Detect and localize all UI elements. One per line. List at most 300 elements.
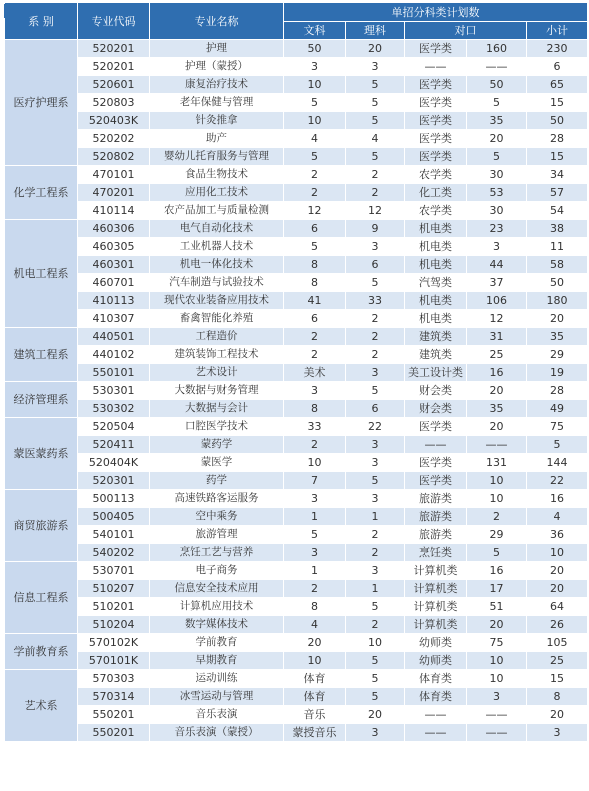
cell-code: 530301 [78,382,150,400]
cell-duikou_num: 50 [467,76,527,94]
cell-wen: 3 [284,490,346,508]
cell-wen: 5 [284,526,346,544]
cell-li: 2 [346,346,405,364]
cell-duikou_num: 12 [467,310,527,328]
cell-wen: 2 [284,580,346,598]
cell-code: 550201 [78,706,150,724]
cell-name: 电子商务 [150,562,284,580]
cell-wen: 音乐 [284,706,346,724]
cell-code: 410113 [78,292,150,310]
cell-code: 550201 [78,724,150,742]
cell-name: 药学 [150,472,284,490]
cell-duikou_cat: 幼师类 [405,634,467,652]
cell-code: 410307 [78,310,150,328]
cell-code: 470101 [78,166,150,184]
cell-wen: 8 [284,598,346,616]
cell-name: 老年保健与管理 [150,94,284,112]
cell-wen: 12 [284,202,346,220]
cell-name: 冰雪运动与管理 [150,688,284,706]
table-row [5,652,588,670]
cell-duikou_cat: 农学类 [405,202,467,220]
cell-wen: 5 [284,94,346,112]
dept-cell: 机电工程系 [5,220,78,328]
cell-total: 29 [527,346,588,364]
cell-li: 10 [346,634,405,652]
table-row [5,706,588,724]
table-row [5,598,588,616]
cell-wen: 1 [284,562,346,580]
cell-total: 64 [527,598,588,616]
cell-code: 520201 [78,40,150,58]
cell-duikou_cat: 医学类 [405,454,467,472]
cell-li: 6 [346,400,405,418]
cell-duikou_cat: 机电类 [405,220,467,238]
cell-name: 学前教育 [150,634,284,652]
header-code: 专业代码 [78,3,150,40]
cell-li: 5 [346,652,405,670]
cell-code: 550101 [78,364,150,382]
cell-duikou_num: 37 [467,274,527,292]
cell-duikou_cat: 机电类 [405,310,467,328]
cell-name: 食品生物技术 [150,166,284,184]
cell-duikou_num: 30 [467,166,527,184]
cell-wen: 3 [284,382,346,400]
cell-li: 5 [346,148,405,166]
cell-code: 410114 [78,202,150,220]
cell-duikou_num: 160 [467,40,527,58]
cell-name: 助产 [150,130,284,148]
cell-name: 早期教育 [150,652,284,670]
dept-cell: 化学工程系 [5,166,78,220]
cell-duikou_num: —— [467,58,527,76]
dept-cell: 建筑工程系 [5,328,78,382]
cell-total: 57 [527,184,588,202]
cell-wen: 10 [284,652,346,670]
enrollment-plan-table-container [4,2,587,789]
cell-name: 护理（蒙授） [150,58,284,76]
cell-duikou_cat: 汽驾类 [405,274,467,292]
cell-code: 520803 [78,94,150,112]
cell-duikou_num: 10 [467,652,527,670]
table-row [5,40,588,58]
cell-wen: 体育 [284,670,346,688]
cell-total: 15 [527,94,588,112]
cell-duikou_num: —— [467,724,527,742]
cell-li: 20 [346,706,405,724]
cell-code: 440102 [78,346,150,364]
cell-duikou_cat: 财会类 [405,382,467,400]
cell-duikou_cat: 医学类 [405,130,467,148]
cell-li: 3 [346,436,405,454]
cell-name: 针灸推拿 [150,112,284,130]
cell-total: 35 [527,328,588,346]
cell-duikou_cat: —— [405,58,467,76]
cell-total: 144 [527,454,588,472]
table-row [5,184,588,202]
cell-total: 230 [527,40,588,58]
table-row [5,454,588,472]
table-row [5,634,588,652]
cell-total: 58 [527,256,588,274]
cell-name: 农产品加工与质量检测 [150,202,284,220]
cell-duikou_cat: 旅游类 [405,508,467,526]
cell-duikou_cat: 财会类 [405,400,467,418]
cell-li: 5 [346,472,405,490]
cell-total: 34 [527,166,588,184]
cell-duikou_cat: 医学类 [405,94,467,112]
header-duikou: 对口 [405,22,527,40]
cell-name: 现代农业装备应用技术 [150,292,284,310]
cell-duikou_num: 3 [467,688,527,706]
cell-wen: 体育 [284,688,346,706]
cell-code: 570303 [78,670,150,688]
table-row [5,202,588,220]
cell-wen: 1 [284,508,346,526]
cell-name: 机电一体化技术 [150,256,284,274]
cell-total: 75 [527,418,588,436]
cell-duikou_num: 30 [467,202,527,220]
cell-wen: 2 [284,184,346,202]
cell-li: 5 [346,382,405,400]
cell-duikou_cat: 计算机类 [405,580,467,598]
cell-wen: 8 [284,400,346,418]
cell-name: 应用化工技术 [150,184,284,202]
header-wenke: 文科 [284,22,346,40]
cell-duikou_num: 10 [467,472,527,490]
table-row [5,346,588,364]
table-row [5,364,588,382]
cell-name: 蒙药学 [150,436,284,454]
cell-total: 65 [527,76,588,94]
cell-wen: 10 [284,454,346,472]
cell-total: 20 [527,562,588,580]
cell-li: 5 [346,94,405,112]
cell-duikou_cat: 体育类 [405,670,467,688]
cell-total: 3 [527,724,588,742]
table-row [5,562,588,580]
cell-name: 数字媒体技术 [150,616,284,634]
table-row [5,328,588,346]
cell-wen: 美术 [284,364,346,382]
cell-code: 500113 [78,490,150,508]
table-row [5,472,588,490]
cell-li: 2 [346,526,405,544]
cell-total: 180 [527,292,588,310]
cell-total: 15 [527,670,588,688]
cell-wen: 5 [284,148,346,166]
cell-duikou_cat: —— [405,436,467,454]
cell-wen: 2 [284,436,346,454]
cell-total: 28 [527,382,588,400]
cell-wen: 6 [284,220,346,238]
cell-li: 3 [346,562,405,580]
cell-code: 520403K [78,112,150,130]
cell-wen: 33 [284,418,346,436]
cell-total: 26 [527,616,588,634]
cell-duikou_num: 75 [467,634,527,652]
table-row [5,292,588,310]
cell-li: 22 [346,418,405,436]
table-row [5,112,588,130]
cell-name: 婴幼儿托育服务与管理 [150,148,284,166]
cell-code: 570101K [78,652,150,670]
cell-duikou_cat: 旅游类 [405,490,467,508]
cell-duikou_num: 35 [467,400,527,418]
cell-code: 460305 [78,238,150,256]
cell-duikou_cat: 计算机类 [405,562,467,580]
cell-duikou_num: 35 [467,112,527,130]
cell-total: 19 [527,364,588,382]
cell-duikou_num: 3 [467,238,527,256]
table-row [5,274,588,292]
cell-duikou_cat: 美工设计类 [405,364,467,382]
cell-li: 2 [346,616,405,634]
cell-duikou_num: —— [467,436,527,454]
table-row [5,490,588,508]
cell-duikou_cat: 建筑类 [405,328,467,346]
cell-name: 护理 [150,40,284,58]
cell-wen: 2 [284,346,346,364]
cell-name: 畜禽智能化养殖 [150,310,284,328]
cell-name: 汽车制造与试验技术 [150,274,284,292]
table-row [5,166,588,184]
table-row [5,130,588,148]
table-header [5,3,588,40]
cell-duikou_cat: 医学类 [405,148,467,166]
cell-code: 440501 [78,328,150,346]
cell-code: 460301 [78,256,150,274]
cell-name: 蒙医学 [150,454,284,472]
cell-duikou_num: 16 [467,562,527,580]
cell-duikou_num: 131 [467,454,527,472]
cell-total: 20 [527,706,588,724]
cell-total: 5 [527,436,588,454]
cell-duikou_cat: 建筑类 [405,346,467,364]
cell-li: 5 [346,274,405,292]
cell-duikou_num: 20 [467,382,527,400]
cell-li: 1 [346,580,405,598]
cell-wen: 41 [284,292,346,310]
cell-total: 4 [527,508,588,526]
cell-duikou_num: 53 [467,184,527,202]
cell-duikou_cat: 烹饪类 [405,544,467,562]
cell-duikou_cat: 机电类 [405,292,467,310]
table-row [5,382,588,400]
cell-li: 2 [346,166,405,184]
cell-total: 25 [527,652,588,670]
cell-code: 520404K [78,454,150,472]
cell-total: 49 [527,400,588,418]
cell-code: 510204 [78,616,150,634]
cell-duikou_num: 44 [467,256,527,274]
cell-duikou_num: 51 [467,598,527,616]
cell-code: 520601 [78,76,150,94]
table-row [5,688,588,706]
cell-wen: 2 [284,328,346,346]
cell-li: 9 [346,220,405,238]
cell-li: 2 [346,310,405,328]
cell-code: 520202 [78,130,150,148]
cell-li: 2 [346,544,405,562]
header-like: 理科 [346,22,405,40]
cell-name: 计算机应用技术 [150,598,284,616]
cell-total: 16 [527,490,588,508]
table-row [5,220,588,238]
cell-duikou_num: —— [467,706,527,724]
cell-duikou_cat: 机电类 [405,256,467,274]
cell-total: 6 [527,58,588,76]
cell-duikou_cat: 医学类 [405,40,467,58]
cell-total: 54 [527,202,588,220]
cell-wen: 4 [284,130,346,148]
header-plan-group: 单招分科类计划数 [284,3,588,22]
dept-cell: 学前教育系 [5,634,78,670]
table-row [5,580,588,598]
table-row [5,94,588,112]
cell-li: 4 [346,130,405,148]
cell-duikou_num: 17 [467,580,527,598]
cell-name: 高速铁路客运服务 [150,490,284,508]
cell-duikou_cat: —— [405,724,467,742]
cell-wen: 20 [284,634,346,652]
table-body [5,40,588,742]
cell-duikou_cat: —— [405,706,467,724]
table-row [5,526,588,544]
cell-duikou_num: 5 [467,94,527,112]
cell-duikou_cat: 医学类 [405,76,467,94]
cell-total: 10 [527,544,588,562]
cell-name: 旅游管理 [150,526,284,544]
table-row [5,256,588,274]
dept-cell: 医疗护理系 [5,40,78,166]
cell-code: 570314 [78,688,150,706]
cell-name: 空中乘务 [150,508,284,526]
cell-wen: 10 [284,76,346,94]
cell-name: 大数据与会计 [150,400,284,418]
cell-total: 38 [527,220,588,238]
table-row [5,76,588,94]
cell-name: 工程造价 [150,328,284,346]
cell-li: 2 [346,328,405,346]
cell-name: 信息安全技术应用 [150,580,284,598]
cell-duikou_cat: 医学类 [405,112,467,130]
cell-li: 5 [346,670,405,688]
cell-name: 康复治疗技术 [150,76,284,94]
table-row [5,148,588,166]
cell-wen: 50 [284,40,346,58]
cell-duikou_cat: 机电类 [405,238,467,256]
cell-name: 大数据与财务管理 [150,382,284,400]
cell-duikou_num: 5 [467,544,527,562]
table-row [5,238,588,256]
table-row [5,724,588,742]
cell-code: 500405 [78,508,150,526]
cell-name: 工业机器人技术 [150,238,284,256]
cell-total: 15 [527,148,588,166]
table-row [5,508,588,526]
cell-total: 22 [527,472,588,490]
cell-wen: 7 [284,472,346,490]
cell-total: 20 [527,310,588,328]
cell-li: 5 [346,598,405,616]
cell-wen: 5 [284,238,346,256]
cell-li: 3 [346,364,405,382]
cell-li: 2 [346,184,405,202]
cell-li: 3 [346,454,405,472]
cell-duikou_cat: 旅游类 [405,526,467,544]
cell-duikou_cat: 农学类 [405,166,467,184]
cell-duikou_num: 25 [467,346,527,364]
cell-code: 470201 [78,184,150,202]
cell-code: 520802 [78,148,150,166]
cell-name: 口腔医学技术 [150,418,284,436]
cell-name: 音乐表演（蒙授） [150,724,284,742]
cell-duikou_num: 5 [467,148,527,166]
cell-wen: 蒙授音乐 [284,724,346,742]
cell-code: 510207 [78,580,150,598]
dept-cell: 艺术系 [5,670,78,742]
cell-wen: 3 [284,544,346,562]
cell-li: 3 [346,238,405,256]
table-row [5,310,588,328]
cell-duikou_num: 10 [467,490,527,508]
cell-wen: 10 [284,112,346,130]
cell-duikou_cat: 幼师类 [405,652,467,670]
cell-total: 28 [527,130,588,148]
cell-duikou_cat: 医学类 [405,418,467,436]
cell-duikou_cat: 医学类 [405,472,467,490]
cell-li: 5 [346,688,405,706]
cell-code: 540202 [78,544,150,562]
cell-duikou_num: 10 [467,670,527,688]
enrollment-plan-table [4,2,588,742]
cell-li: 3 [346,58,405,76]
header-name: 专业名称 [150,3,284,40]
cell-wen: 6 [284,310,346,328]
cell-duikou_num: 2 [467,508,527,526]
cell-name: 艺术设计 [150,364,284,382]
cell-code: 460306 [78,220,150,238]
cell-code: 520301 [78,472,150,490]
cell-code: 460701 [78,274,150,292]
cell-duikou_num: 16 [467,364,527,382]
cell-duikou_num: 31 [467,328,527,346]
cell-duikou_cat: 化工类 [405,184,467,202]
cell-total: 11 [527,238,588,256]
cell-code: 520411 [78,436,150,454]
header-total: 小计 [527,22,588,40]
cell-code: 570102K [78,634,150,652]
cell-total: 50 [527,274,588,292]
cell-name: 运动训练 [150,670,284,688]
dept-cell: 经济管理系 [5,382,78,418]
cell-duikou_cat: 体育类 [405,688,467,706]
cell-li: 5 [346,76,405,94]
cell-duikou_num: 23 [467,220,527,238]
cell-total: 20 [527,580,588,598]
cell-wen: 8 [284,274,346,292]
cell-li: 5 [346,112,405,130]
dept-cell: 商贸旅游系 [5,490,78,562]
dept-cell: 蒙医蒙药系 [5,418,78,490]
cell-wen: 3 [284,58,346,76]
cell-wen: 4 [284,616,346,634]
table-row [5,616,588,634]
table-row [5,436,588,454]
cell-li: 6 [346,256,405,274]
cell-code: 510201 [78,598,150,616]
cell-wen: 8 [284,256,346,274]
